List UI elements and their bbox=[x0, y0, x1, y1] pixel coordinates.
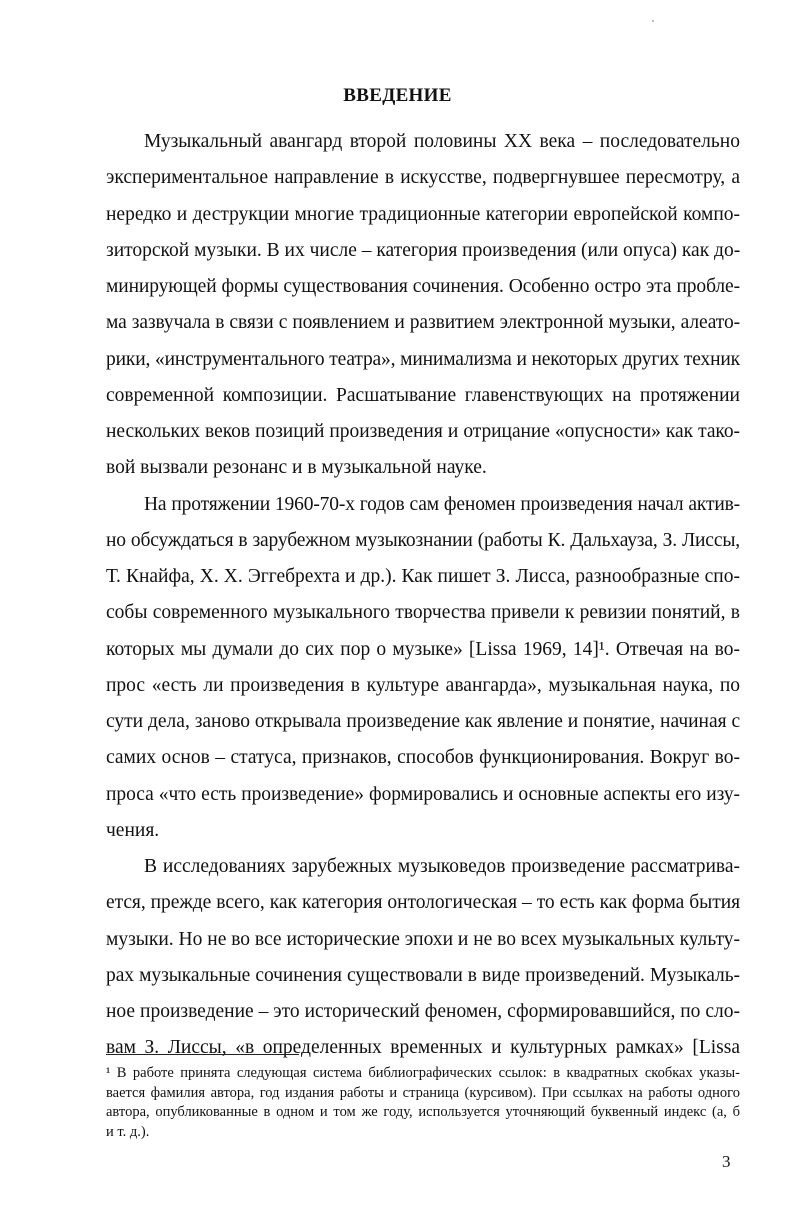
text-line: которых мы думали до сих пор о музыке» [Lissa 1969, 14]¹. Отвечая на во- bbox=[106, 638, 740, 660]
text-line: нередко и деструкции многие традиционные категории европейской компо- bbox=[106, 203, 740, 225]
text-line: собы современного музыкального творчества привели к ревизии понятий, в bbox=[106, 602, 740, 624]
body-text bbox=[106, 124, 740, 1067]
text-line: рики, «инструментального театра», минимализма и некоторых других техник bbox=[106, 348, 740, 370]
text-line: вам З. Лиссы, «в определенных временных и культурных рамках» [Lissa bbox=[106, 1037, 740, 1059]
text-line: прос «есть ли произведения в культуре авангарда», музыкальная наука, по bbox=[106, 674, 740, 696]
text-line: экспериментальное направление в искусстве, подвергнувшее пересмотру, а bbox=[106, 167, 740, 189]
text-line: нескольких веков позиций произведения и отрицание «опусности» как тако- bbox=[106, 421, 740, 442]
page-title: ВВЕДЕНИЕ bbox=[343, 85, 452, 106]
text-line: Т. Кнайфа, Х. Х. Эггебрехта и др.). Как пишет З. Лисса, разнообразные спо- bbox=[106, 566, 740, 587]
footnote-line: и т. д.). bbox=[106, 1123, 150, 1140]
text-line: самих основ – статуса, признаков, способов функционирования. Вокруг во- bbox=[106, 747, 740, 769]
footnote-line: вается фамилия автора, год издания работы и страница (курсивом). При ссылках на работы одного bbox=[106, 1084, 740, 1101]
footnote-line: ¹ В работе принята следующая система библиографических ссылок: в квадратных скобках указы- bbox=[106, 1065, 740, 1081]
text-line: проса «что есть произведение» формировались и основные аспекты его изу- bbox=[106, 783, 740, 805]
text-line: ется, прежде всего, как категория онтологическая – то есть как форма бытия bbox=[106, 892, 740, 914]
text-line: минирующей формы существования сочинения. Особенно остро эта пробле- bbox=[106, 276, 740, 297]
footnote-line: автора, опубликованные в одном и том же году, используется уточняющий буквенный индекс (а, б bbox=[106, 1104, 740, 1120]
text-line: музыки. Но не во все исторические эпохи и не во всех музыкальных культу- bbox=[106, 928, 741, 950]
footnote-separator bbox=[106, 1054, 299, 1055]
footnote bbox=[106, 1064, 740, 1142]
text-line: рах музыкальные сочинения существовали в виде произведений. Музыкаль- bbox=[106, 964, 740, 986]
text-line: чения. bbox=[106, 819, 160, 841]
text-line: ма зазвучала в связи с появлением и развитием электронной музыки, алеато- bbox=[106, 312, 740, 334]
text-line: зиторской музыки. В их числе – категория произведения (или опуса) как до- bbox=[106, 239, 741, 261]
text-line: На протяжении 1960-70-х годов сам феномен произведения начал актив- bbox=[144, 493, 740, 515]
text-line: ное произведение – это исторический феномен, сформировавшийся, по сло- bbox=[106, 1001, 740, 1022]
text-line: сути дела, заново открывала произведение как явление и понятие, начиная с bbox=[106, 711, 741, 732]
scan-speck bbox=[652, 20, 654, 22]
text-line: но обсуждаться в зарубежном музыкознании (работы К. Дальхауза, З. Лиссы, bbox=[106, 529, 740, 551]
text-line: вой вызвали резонанс и в музыкальной науке. bbox=[106, 457, 487, 479]
text-line: Музыкальный авангард второй половины XX века – последовательно bbox=[144, 131, 740, 152]
text-line: современной композиции. Расшатывание главенствующих на протяжении bbox=[106, 384, 740, 406]
page-number: 3 bbox=[722, 1152, 731, 1171]
text-line: В исследованиях зарубежных музыковедов произведение рассматрива- bbox=[144, 856, 740, 877]
